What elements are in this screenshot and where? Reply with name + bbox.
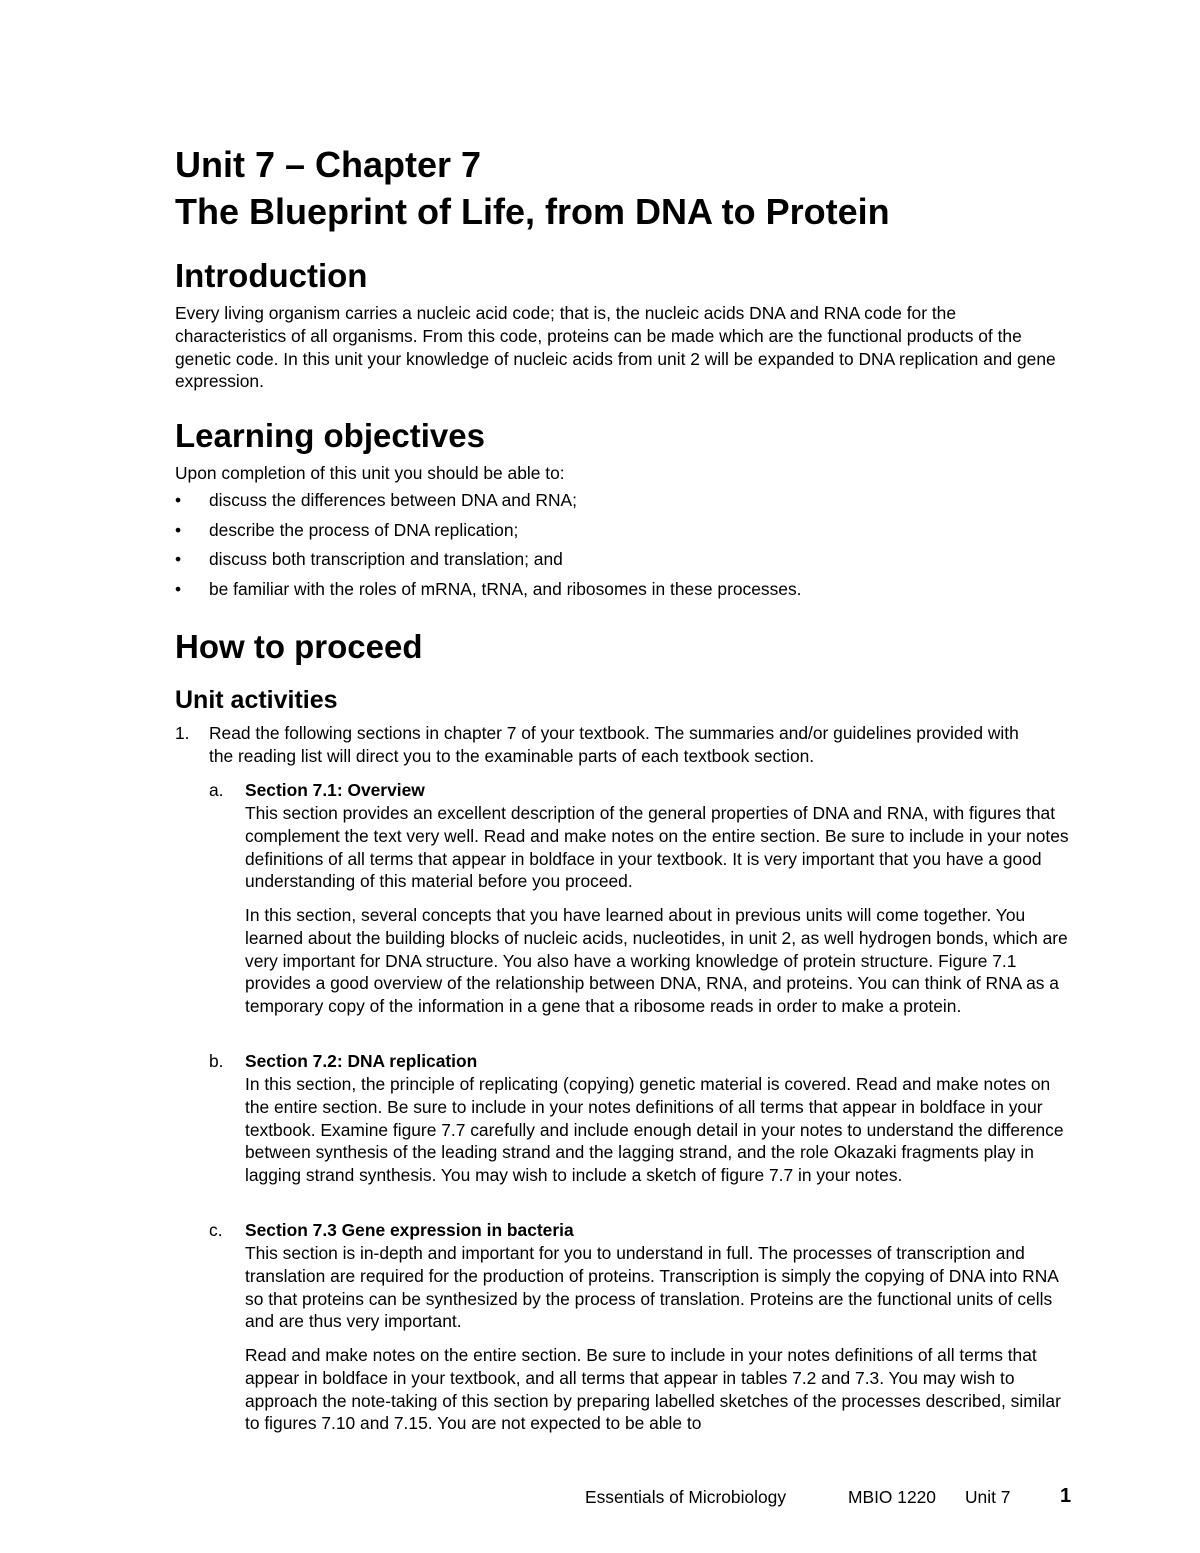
page-number: 1 bbox=[1060, 1485, 1072, 1507]
objective-text: discuss the differences between DNA and RNA; bbox=[209, 490, 577, 510]
title-line-1: Unit 7 – Chapter 7 bbox=[175, 144, 482, 185]
footer-course-code: MBIO 1220 bbox=[848, 1487, 936, 1507]
how-to-proceed-heading: How to proceed bbox=[175, 628, 423, 665]
section-paragraph: Read and make notes on the entire section. Be sure to include in your notes definitions of all terms that appear in boldface in your textbook, and all terms that appear in tables 7.2 and 7.3. You may wish to approach the note-taking of this section by preparing labelled sketches of the processes described, similar to figures 7.10 and 7.15. You are not expected to be able to bbox=[245, 1345, 1061, 1434]
introduction-text: Every living organism carries a nucleic acid code; that is, the nucleic acids DNA and RNA code for the characteristics of all organisms. From this code, proteins can be made which are the functional products of the genetic code. In this unit your knowledge of nucleic acids from unit 2 will be expanded to DNA replication and gene expression. bbox=[175, 303, 1056, 392]
section-paragraph: This section is in-depth and important for you to understand in full. The processes of transcription and translation are required for the production of proteins. Transcription is simply the copying of DNA into RNA so that proteins can be synthesized by the process of translation. Proteins are the functional units of cells and are thus very important. bbox=[245, 1243, 1058, 1332]
objective-text: be familiar with the roles of mRNA, tRNA, and ribosomes in these processes. bbox=[209, 578, 802, 599]
section-title: Section 7.1: Overview bbox=[245, 780, 425, 800]
bullet-icon: • bbox=[175, 490, 182, 510]
step-text: Read the following sections in chapter 7 of your textbook. The summaries and/or guidelines provided with the reading list will direct you to the examinable parts of each textbook section. bbox=[209, 723, 1019, 766]
learning-objectives-intro: Upon completion of this unit you should be able to: bbox=[175, 463, 565, 483]
list-item bbox=[175, 548, 802, 578]
section-paragraph: This section provides an excellent description of the general properties of DNA and RNA, with figures that complement the text very well. Read and make notes on the entire section. Be sure to include in your notes definitions of all terms that appear in boldface in your textbook. It is very important that you have a good understanding of this material before you proceed. bbox=[245, 803, 1069, 892]
section-paragraph: In this section, several concepts that you have learned about in previous units will come together. You learned about the building blocks of nucleic acids, nucleotides, in unit 2, as well hydrogen bonds, which are very important for DNA structure. You also have a working knowledge of protein structure. Figure 7.1 provides a good overview of the relationship between DNA, RNA, and proteins. You can think of RNA as a temporary copy of the information in a gene that a ribosome reads in order to make a protein. bbox=[245, 905, 1068, 1017]
learning-objectives-list bbox=[175, 489, 802, 607]
section-paragraph: In this section, the principle of replicating (copying) genetic material is covered. Read and make notes on the entire section. Be sure to include in your notes definitions of all terms that appear in boldface in your textbook. Examine figure 7.7 carefully and include enough detail in your notes to understand the difference between synthesis of the leading strand and the lagging strand, and the role Okazaki fragments play in lagging strand synthesis. You may wish to include a sketch of figure 7.7 in your notes. bbox=[245, 1074, 1064, 1186]
bullet-icon: • bbox=[175, 549, 182, 569]
objective-text: describe the process of DNA replication; bbox=[209, 519, 519, 540]
list-item bbox=[175, 519, 802, 549]
introduction-heading: Introduction bbox=[175, 257, 368, 294]
list-item bbox=[175, 489, 802, 519]
section-letter: c. bbox=[209, 1220, 223, 1240]
section-title: Section 7.2: DNA replication bbox=[245, 1051, 478, 1071]
footer-course-name: Essentials of Microbiology bbox=[585, 1487, 787, 1507]
list-item bbox=[175, 578, 802, 608]
section-letter: b. bbox=[209, 1051, 224, 1071]
learning-objectives-heading: Learning objectives bbox=[175, 417, 485, 454]
section-letter: a. bbox=[209, 780, 224, 800]
title-line-2: The Blueprint of Life, from DNA to Protein bbox=[175, 191, 890, 232]
bullet-icon: • bbox=[175, 519, 182, 540]
bullet-icon: • bbox=[175, 578, 182, 599]
unit-activities-heading: Unit activities bbox=[175, 686, 338, 714]
footer-unit: Unit 7 bbox=[965, 1487, 1011, 1507]
step-number: 1. bbox=[175, 723, 190, 743]
section-title: Section 7.3 Gene expression in bacteria bbox=[245, 1220, 574, 1240]
objective-text: discuss both transcription and translation; and bbox=[209, 549, 563, 569]
